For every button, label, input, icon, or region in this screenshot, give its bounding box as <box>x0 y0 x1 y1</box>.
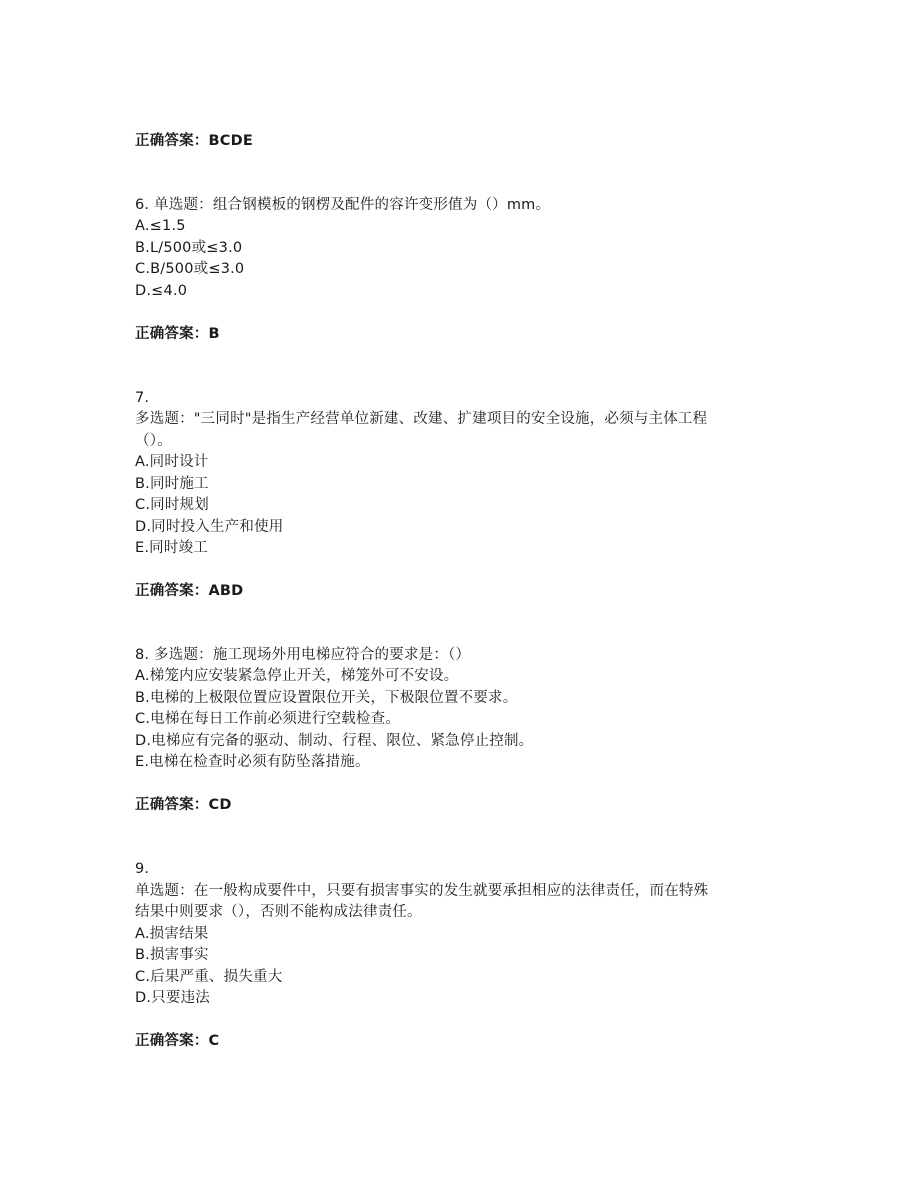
q9-answer-value: C <box>208 1033 220 1049</box>
q7-answer-line <box>135 581 243 601</box>
q7-answer-value: ABD <box>208 583 244 599</box>
q8-option-a: A.梯笼内应安装紧急停止开关，梯笼外可不安设。 <box>135 668 459 684</box>
q8-option-c: C.电梯在每日工作前必须进行空载检查。 <box>135 711 401 727</box>
q7-option-d: D.同时投入生产和使用 <box>135 519 284 535</box>
q7-stem-line1: 多选题："三同时"是指生产经营单位新建、改建、扩建项目的安全设施，必须与主体工程 <box>135 411 708 427</box>
q7-option-a: A.同时设计 <box>135 454 209 470</box>
answer-prefix: 正确答案： <box>135 583 209 599</box>
q8-answer-value: CD <box>208 797 232 813</box>
q9-answer-line <box>135 1031 219 1051</box>
q5-answer-value: BCDE <box>208 133 253 149</box>
q9-option-b: B.损害事实 <box>135 947 209 963</box>
q6-answer-line <box>135 324 220 344</box>
q9-option-a: A.损害结果 <box>135 926 209 942</box>
q6-option-c: C.B/500或≤3.0 <box>135 261 245 277</box>
q9-option-d: D.只要违法 <box>135 990 210 1006</box>
q6-option-a: A.≤1.5 <box>135 218 186 234</box>
q8-answer-line <box>135 795 232 815</box>
q6-option-d: D.≤4.0 <box>135 283 188 299</box>
q6-option-b: B.L/500或≤3.0 <box>135 240 243 256</box>
q8-option-b: B.电梯的上极限位置应设置限位开关，下极限位置不要求。 <box>135 690 518 706</box>
q7-number: 7. <box>135 390 150 406</box>
q7-stem-line2: （）。 <box>135 433 172 449</box>
q9-stem-line1: 单选题：在一般构成要件中，只要有损害事实的发生就要承担相应的法律责任，而在特殊 <box>135 883 709 899</box>
q7-option-e: E.同时竣工 <box>135 540 208 556</box>
q8-option-e: E.电梯在检查时必须有防坠落措施。 <box>135 754 370 770</box>
q8-stem: 8. 多选题：施工现场外用电梯应符合的要求是：（） <box>135 647 471 663</box>
q6-answer-value: B <box>208 326 220 342</box>
answer-prefix: 正确答案： <box>135 1033 209 1049</box>
q8-option-d: D.电梯应有完备的驱动、制动、行程、限位、紧急停止控制。 <box>135 733 534 749</box>
q9-stem-line2: 结果中则要求（），否则不能构成法律责任。 <box>135 904 422 920</box>
q5-answer-line <box>135 131 253 151</box>
answer-prefix: 正确答案： <box>135 797 209 813</box>
q9-option-c: C.后果严重、损失重大 <box>135 969 283 985</box>
q7-option-c: C.同时规划 <box>135 497 209 513</box>
q7-option-b: B.同时施工 <box>135 476 209 492</box>
answer-prefix: 正确答案： <box>135 133 209 149</box>
answer-prefix: 正确答案： <box>135 326 209 342</box>
q9-number: 9. <box>135 861 150 877</box>
q6-stem: 6. 单选题：组合钢模板的钢楞及配件的容许变形值为（）mm。 <box>135 197 551 213</box>
